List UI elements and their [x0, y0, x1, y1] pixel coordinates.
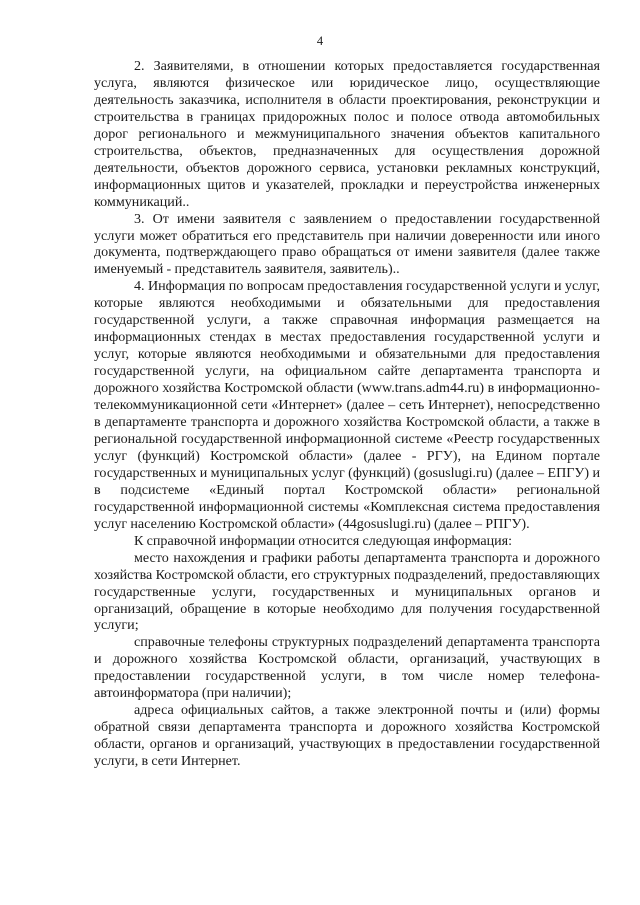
paragraph-phones: справочные телефоны структурных подразделений департамента транспорта и дорожного хозяйства Костромской области, организаций, участвующих в предоставлении государственной услуги, в том числе номер телефона-автоинформатора (при наличии);	[94, 634, 600, 702]
document-body	[94, 58, 600, 770]
paragraph-location-schedule: место нахождения и графики работы департамента транспорта и дорожного хозяйства Костромской области, его структурных подразделений, предоставляющих государственные услуги, государственных и муниципальных органов и организаций, обращение в которые необходимо для получения государственной услуги;	[94, 549, 600, 634]
paragraph-websites: адреса официальных сайтов, а также электронной почты и (или) формы обратной связи департамента транспорта и дорожного хозяйства Костромской области, органов и организаций, участвующих в предоставлении государственной услуги, в сети Интернет.	[94, 702, 600, 770]
paragraph-applicants: 2. Заявителями, в отношении которых предоставляется государственная услуга, являются физическое или юридическое лицо, осуществляющие деятельность заказчика, исполнителя в области проектирования, реконструкции и строительства в границах придорожных полос и полосе отвода автомобильных дорог регионального и межмуниципального значения объектов капитального строительства, объектов, предназначенных для осуществления дорожной деятельности, объектов дорожного сервиса, установки рекламных конструкций, информационных щитов и указателей, прокладки и переустройства инженерных коммуникаций..	[94, 58, 600, 210]
paragraph-information: 4. Информация по вопросам предоставления государственной услуги и услуг, которые являются необходимыми и обязательными для предоставления государственной услуги, а также справочная информация размещается на информационных стендах в местах предоставления государственной услуги и услуг, которые являются необходимыми и обязательными для предоставления государственной услуги, на официальном сайте департамента транспорта и дорожного хозяйства Костромской области (www.trans.adm44.ru) в информационно-телекоммуникационной сети «Интернет» (далее – сеть Интернет), непосредственно в департаменте транспорта и дорожного хозяйства Костромской области, а также в региональной государственной информационной системе «Реестр государственных услуг (функций) Костромской области» (далее - РГУ), на Едином портале государственных и муниципальных услуг (функций) (gosuslugi.ru) (далее – ЕПГУ) и в подсистеме «Единый портал Костромской области» региональной государственной информационной системы «Комплексная система предоставления услуг населению Костромской области» (44gosuslugi.ru) (далее – РПГУ).	[94, 278, 600, 532]
paragraph-reference-intro: К справочной информации относится следующая информация:	[134, 532, 513, 549]
paragraph-representative: 3. От имени заявителя с заявлением о предоставлении государственной услуги может обратиться его представитель при наличии доверенности или иного документа, подтверждающего право обращаться от имени заявителя (далее также именуемый - представитель заявителя, заявитель)..	[94, 210, 600, 278]
page-number: 4	[316, 34, 324, 48]
